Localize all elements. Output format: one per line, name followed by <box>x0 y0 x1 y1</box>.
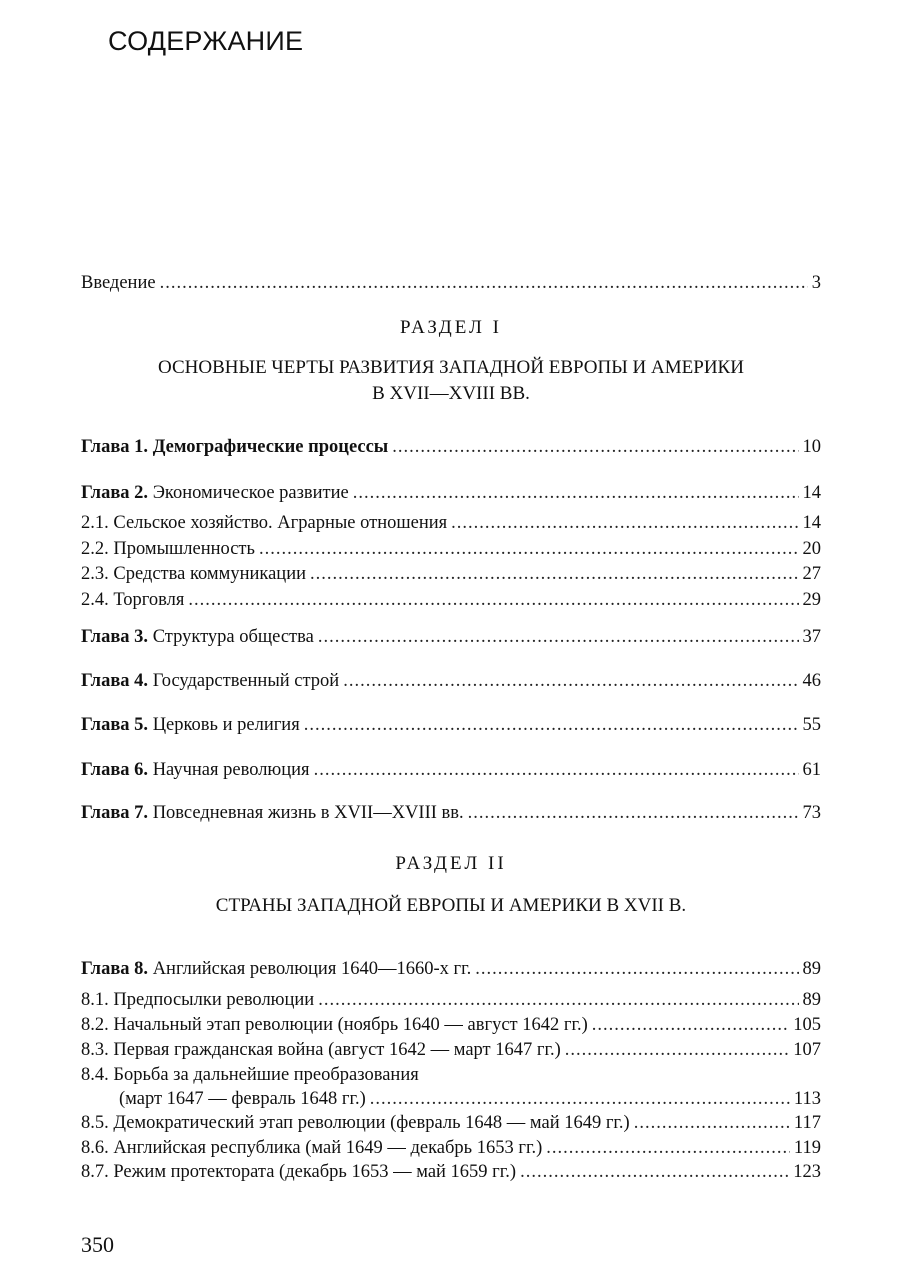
toc-leader-dots <box>475 958 798 980</box>
toc-entry-label: 8.6. Английская республика (май 1649 — декабрь 1653 гг.) <box>81 1138 543 1158</box>
toc-leader-dots <box>310 563 799 585</box>
toc-leader-dots <box>520 1161 789 1183</box>
toc-entry-2-3 <box>81 563 821 585</box>
section-1-label: РАЗДЕЛ I <box>399 317 503 338</box>
toc-page-number: 105 <box>793 1015 821 1035</box>
toc-page-number: 73 <box>802 803 821 823</box>
toc-page-number: 20 <box>802 539 821 559</box>
toc-entry-label: (март 1647 — февраль 1648 гг.) <box>119 1089 366 1109</box>
toc-page-number: 89 <box>802 990 821 1010</box>
toc-leader-dots <box>451 512 798 534</box>
toc-leader-dots <box>318 989 798 1011</box>
chapter-prefix: Глава 3. <box>81 627 149 647</box>
toc-entry-intro <box>81 272 821 294</box>
chapter-title: Экономическое развитие <box>152 483 349 503</box>
chapter-title: Повседневная жизнь в XVII—XVIII вв. <box>152 803 464 823</box>
toc-leader-dots <box>259 538 799 560</box>
contents-heading: СОДЕРЖАНИЕ <box>108 26 304 56</box>
chapter-prefix: Глава 8. <box>81 959 149 979</box>
toc-leader-dots <box>188 589 798 611</box>
page-number: 350 <box>81 1232 114 1257</box>
toc-entry-label: 8.5. Демократический этап революции (февраль 1648 — май 1649 гг.) <box>81 1113 630 1133</box>
chapter-title: Церковь и религия <box>152 715 300 735</box>
chapter-prefix: Глава 5. <box>81 715 149 735</box>
toc-entry-label: 2.2. Промышленность <box>81 539 255 559</box>
chapter-prefix: Глава 1. <box>81 437 149 457</box>
toc-page-number: 27 <box>802 564 821 584</box>
toc-leader-dots <box>468 802 799 824</box>
toc-entry-2-1 <box>81 512 821 534</box>
toc-leader-dots <box>160 272 808 294</box>
chapter-title: Государственный строй <box>152 671 340 691</box>
toc-page-number: 61 <box>802 760 821 780</box>
toc-entry-label: 2.4. Торговля <box>81 590 185 610</box>
toc-entry-label: 8.1. Предпосылки революции <box>81 990 315 1010</box>
section-1-title-line2: В XVII—XVIII ВВ. <box>372 383 530 404</box>
toc-entry-label: Введение <box>81 273 156 293</box>
toc-page-number: 123 <box>793 1162 821 1182</box>
toc-entry-label: 8.3. Первая гражданская война (август 1642 — март 1647 гг.) <box>81 1040 561 1060</box>
toc-page-number: 10 <box>802 437 821 457</box>
toc-entry-label: 2.1. Сельское хозяйство. Аграрные отношения <box>81 513 448 533</box>
section-2-label: РАЗДЕЛ II <box>395 853 507 874</box>
toc-page-number: 37 <box>802 627 821 647</box>
toc-page-number: 55 <box>802 715 821 735</box>
toc-entry-8-3 <box>81 1039 821 1061</box>
toc-entry-ch7 <box>81 802 821 824</box>
toc-entry-ch1 <box>81 436 821 458</box>
chapter-title: Демографические процессы <box>152 437 389 457</box>
toc-page-number: 3 <box>811 273 821 293</box>
chapter-title: Научная революция <box>152 760 310 780</box>
toc-entry-ch3 <box>81 626 821 648</box>
toc-page-number: 119 <box>793 1138 821 1158</box>
toc-page-number: 14 <box>802 513 821 533</box>
chapter-prefix: Глава 2. <box>81 483 149 503</box>
toc-entry-8-1 <box>81 989 821 1011</box>
toc-entry-ch5 <box>81 714 821 736</box>
toc-page-number: 14 <box>802 483 821 503</box>
toc-entry-label: 8.7. Режим протектората (декабрь 1653 — май 1659 гг.) <box>81 1162 517 1182</box>
section-1-title-line1: ОСНОВНЫЕ ЧЕРТЫ РАЗВИТИЯ ЗАПАДНОЙ ЕВРОПЫ И АМЕРИКИ <box>158 357 744 378</box>
section-2-title: СТРАНЫ ЗАПАДНОЙ ЕВРОПЫ И АМЕРИКИ В XVII В. <box>215 895 687 916</box>
toc-entry-label: 8.2. Начальный этап революции (ноябрь 1640 — август 1642 гг.) <box>81 1015 588 1035</box>
toc-leader-dots <box>634 1112 790 1134</box>
toc-page-number: 89 <box>802 959 821 979</box>
toc-leader-dots <box>565 1039 789 1061</box>
toc-entry-8-4 <box>119 1088 821 1110</box>
toc-entry-ch6 <box>81 759 821 781</box>
toc-leader-dots <box>318 626 799 648</box>
chapter-prefix: Глава 6. <box>81 760 149 780</box>
toc-leader-dots <box>370 1088 790 1110</box>
toc-page-number: 46 <box>802 671 821 691</box>
toc-entry-8-4-line1: 8.4. Борьба за дальнейшие преобразования <box>81 1065 419 1085</box>
toc-entry-8-7 <box>81 1161 821 1183</box>
chapter-title: Структура общества <box>152 627 314 647</box>
toc-leader-dots <box>304 714 799 736</box>
toc-leader-dots <box>546 1137 790 1159</box>
toc-page-number: 29 <box>802 590 821 610</box>
chapter-title: Английская революция 1640—1660-х гг. <box>152 959 472 979</box>
toc-leader-dots <box>314 759 799 781</box>
toc-entry-ch8 <box>81 958 821 980</box>
toc-leader-dots <box>343 670 798 692</box>
toc-entry-8-2 <box>81 1014 821 1036</box>
toc-page-number: 107 <box>793 1040 821 1060</box>
toc-entry-2-4 <box>81 589 821 611</box>
toc-entry-8-5 <box>81 1112 821 1134</box>
toc-page-number: 113 <box>793 1089 821 1109</box>
toc-entry-8-6 <box>81 1137 821 1159</box>
chapter-prefix: Глава 7. <box>81 803 149 823</box>
toc-page-number: 117 <box>793 1113 821 1133</box>
toc-entry-2-2 <box>81 538 821 560</box>
toc-entry-ch2 <box>81 482 821 504</box>
chapter-prefix: Глава 4. <box>81 671 149 691</box>
toc-leader-dots <box>353 482 799 504</box>
toc-entry-label: 2.3. Средства коммуникации <box>81 564 306 584</box>
toc-leader-dots <box>392 436 798 458</box>
toc-leader-dots <box>592 1014 789 1036</box>
toc-entry-ch4 <box>81 670 821 692</box>
